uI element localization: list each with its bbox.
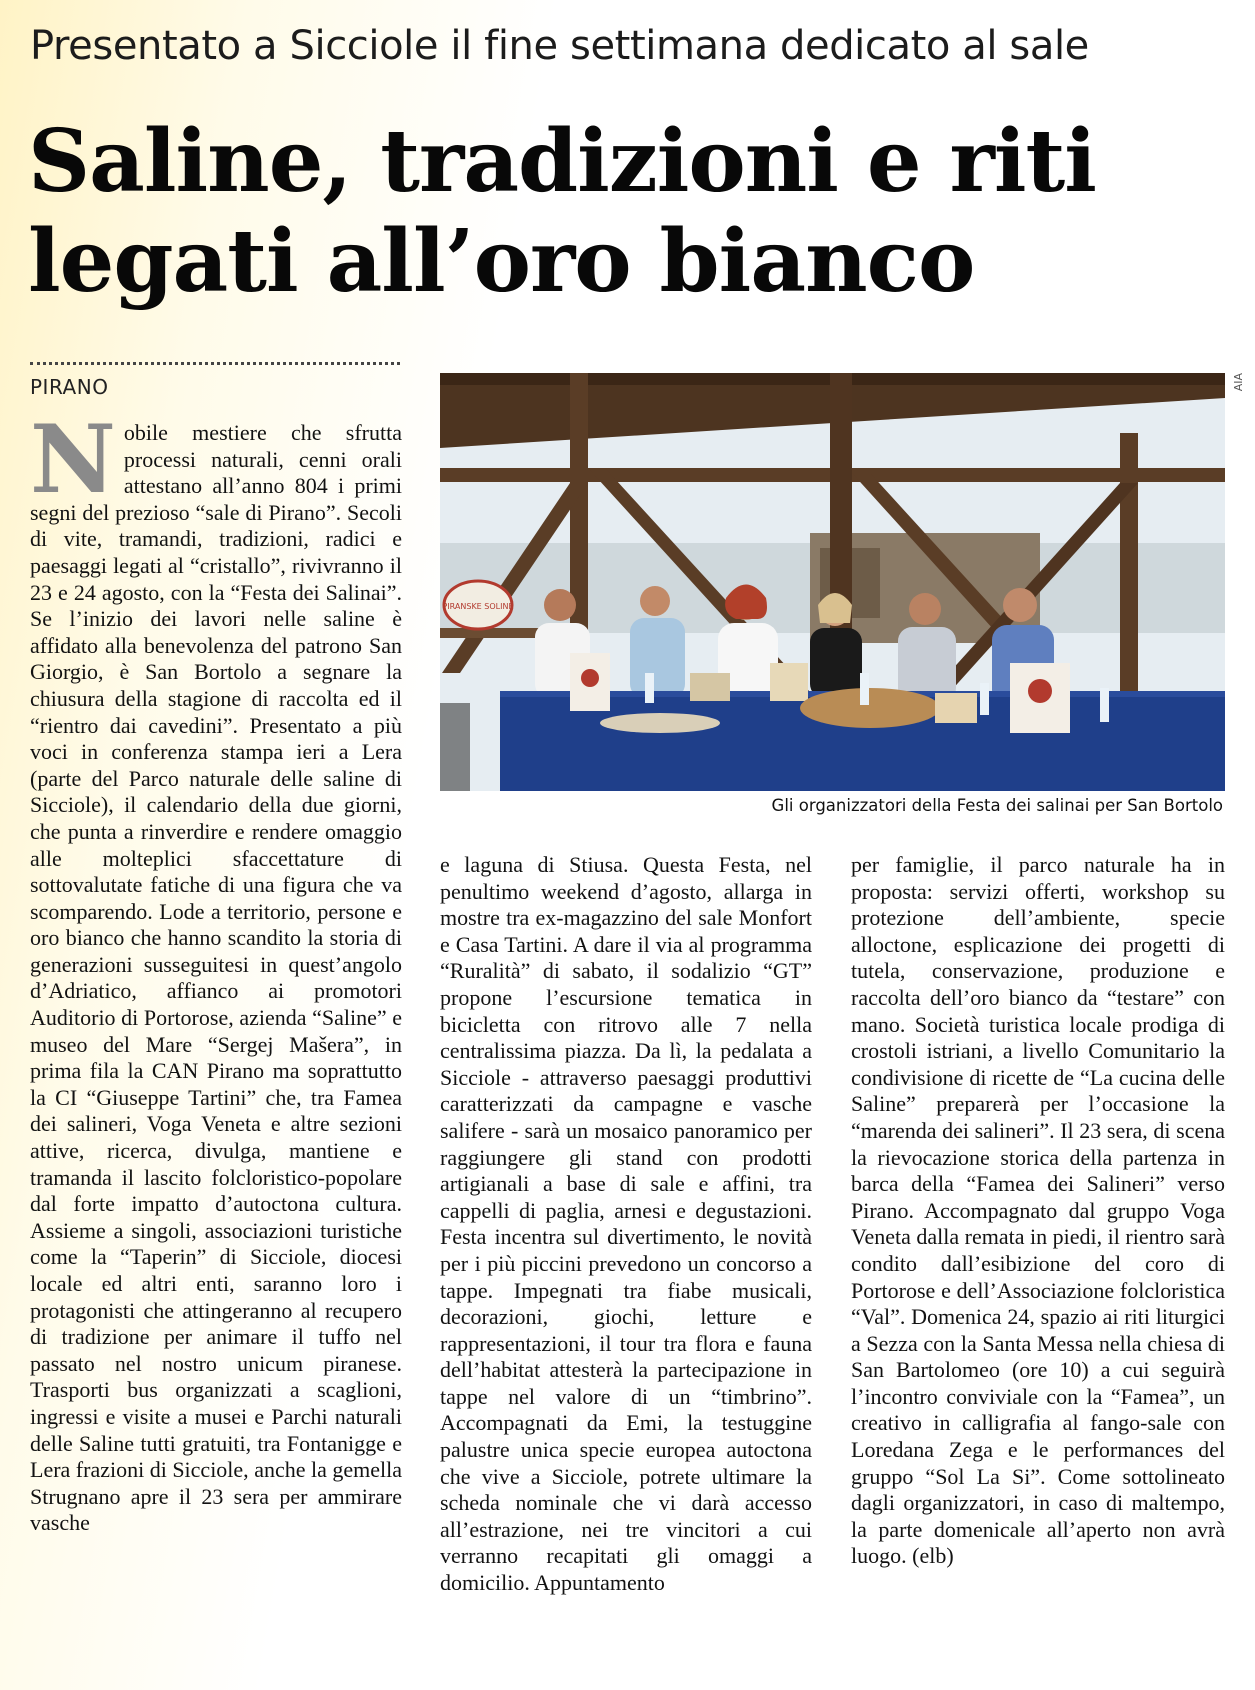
dateline: PIRANO [30,375,109,399]
drop-cap: N [30,420,116,515]
article-photo [440,373,1225,791]
press-conference-photo [440,373,1225,791]
photo-credit: AIA [1232,373,1245,392]
column-1-text: obile mestiere che sfrutta processi naturali, cenni orali attestano all’anno 804 i primi segni del prezioso “sale di Pirano”. Secoli di vite, tramandi, tradizioni, radici e paesaggi legati al “cristallo”, rivivranno il 23 e 24 agosto, con la “Festa dei Salinai”. Se l’inizio dei lavori nelle saline è affidato alla benevolenza del patrono San Giorgio, è San Bortolo a segnare la chiusura della stagione di raccolta ed il “rientro dai cavedini”. Presentato a più voci in conferenza stampa ieri a Lera (parte del Parco naturale delle saline di Sicciole), il calendario della due giorni, che punta a rinverdire e rendere omaggio alle molteplici sfaccettature di sottovalutate fatiche di una figura che va scomparendo. Lode a territorio, persone e oro bianco che hanno scandito la storia di generazioni susseguitesi in quest’angolo d’Adriatico, affianco ai promotori Auditorio di Portorose, azienda “Saline” e museo del Mare “Sergej Mašera”, in prima fila la CAN Pirano ma soprattutto la CI “Giuseppe Tartini” che, tra Famea dei salineri, Voga Veneta e altre sezioni attive, ricerca, divulga, mantiene e tramanda il lascito folcloristico-popolare dal forte impatto d’autoctona cultura. Assieme a singoli, associazioni turistiche come la “Taperin” di Sicciole, diocesi locale ed altri enti, saranno loro i protagonisti che attingeranno al recupero di tradizione per animare il tuffo nel passato nel nostro unicum piranese. Trasporti bus organizzati a scaglioni, ingressi e visite a musei e Parchi naturali delle Saline tutti gratuiti, tra Fontanigge e Lera frazioni di Sicciole, anche la gemella Strugnano apre il 23 sera per ammirare vasche [30,420,402,1536]
article-headline: Saline, tradizioni e riti legati all’oro bianco [28,111,1096,312]
photo-sign-label: PIRANSKE SOLINE [442,602,514,611]
dotted-divider [30,362,400,365]
article-column-3: per famiglie, il parco naturale ha in proposta: servizi offerti, workshop su protezione dell’ambiente, specie alloctone, esplicazione dei progetti di tutela, conservazione, produzione e raccolta dell’oro bianco da “testare” con mano. Società turistica locale prodiga di crostoli istriani, a livello Comunitario la condivisione di ricette de “La cucina delle Saline” preparerà per l’occasione la “marenda dei salineri”. Il 23 sera, di scena la rievocazione storica della partenza in barca della “Famea dei Salineri” verso Pirano. Accompagnato dal gruppo Voga Veneta dalla remata in piedi, il rientro sarà condito dall’esibizione del coro di Portorose e dell’Associazione folcloristica “Val”. Domenica 24, spazio ai riti liturgici a Sezza con la Santa Messa nella chiesa di San Bartolomeo (ore 10) a cui seguirà l’incontro conviviale con la “Famea”, un creativo in calligrafia al fango-sale con Loredana Zega e le performances del gruppo “Sol La Si”. Come sottolineato dagli organizzatori, in caso di maltempo, la parte domenicale all’aperto non avrà luogo. (elb) [851,852,1225,1569]
article-kicker: Presentato a Sicciole il fine settimana dedicato al sale [30,23,1089,69]
article-column-1 [30,420,402,1675]
photo-caption: Gli organizzatori della Festa dei salinai per San Bortolo [771,796,1223,815]
article-column-2: e laguna di Stiusa. Questa Festa, nel penultimo weekend d’agosto, allarga in mostre tra ex-magazzino del sale Monfort e Casa Tartini. A dare il via al programma “Ruralità” di sabato, il sodalizio “GT” propone l’escursione tematica in bicicletta con ritrovo alle 7 nella centralissima piazza. Da lì, la pedalata a Sicciole - attraverso paesaggi produttivi caratterizzati da campagne e vasche salifere - sarà un mosaico panoramico per raggiungere gli stand con prodotti artigianali a base di sale e affini, tra cappelli di paglia, arnesi e degustazioni. Festa incentra sul divertimento, le novità per i più piccini prevedono un concorso a tappe. Impegnati tra fiabe musicali, decorazioni, giochi, letture e rappresentazioni, il tour tra flora e fauna dell’habitat attesterà la partecipazione in tappe nel valore di un “timbrino”. Accompagnati da Emi, la testuggine palustre unica specie europea autoctona che vive a Sicciole, potrete ultimare la scheda nominale che vi darà accesso all’estrazione, nei tre vincitori a cui verranno recapitati gli omaggi a domicilio. Appuntamento [440,852,812,1596]
